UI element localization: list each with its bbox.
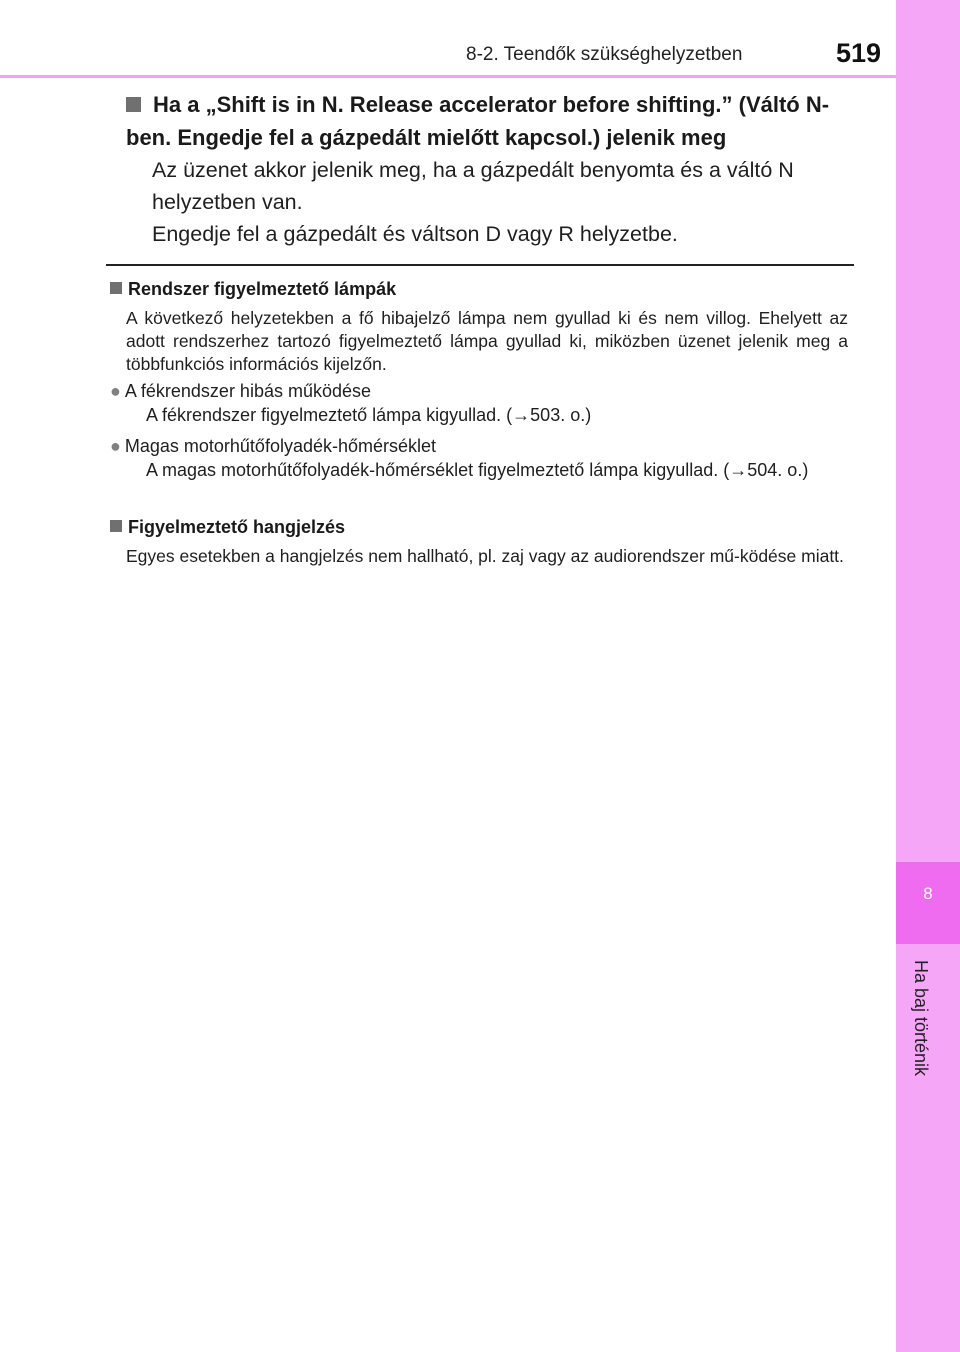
chapter-number: 8 — [923, 884, 933, 903]
message-heading-text: Ha a „Shift is in N. Release accelerator before shifting.” (Váltó N-ben. Engedje fel a gázpedált mielőtt kapcsol.) jelenik meg — [126, 92, 830, 150]
warning-lamps-heading — [110, 277, 850, 301]
list-item-title: Magas motorhűtőfolyadék-hőmérséklet — [124, 436, 437, 456]
square-bullet-icon — [110, 282, 122, 294]
chapter-label: Ha baj történik — [911, 960, 931, 1077]
list-item-desc: A fékrendszer figyelmeztető lámpa kigyullad. (→503. o.) — [146, 405, 592, 425]
circle-bullet-icon: ● — [110, 436, 121, 456]
chapter-side-tab — [896, 0, 960, 1352]
header-divider — [0, 75, 896, 78]
message-heading — [126, 88, 856, 154]
message-description — [152, 154, 852, 250]
list-item — [110, 379, 850, 403]
circle-bullet-icon: ● — [110, 381, 121, 401]
warning-buzzer-heading — [110, 515, 850, 539]
warning-buzzer-heading-text: Figyelmeztető hangjelzés — [128, 517, 346, 537]
list-item-title: A fékrendszer hibás működése — [124, 381, 372, 401]
message-description-line: Engedje fel a gázpedált és váltson D vagy R helyzetbe. — [152, 222, 678, 246]
warning-lamps-heading-text: Rendszer figyelmeztető lámpák — [128, 279, 397, 299]
page-number: 519 — [836, 38, 882, 68]
square-bullet-icon — [126, 97, 141, 112]
warning-buzzer-text: Egyes esetekben a hangjelzés nem hallható, pl. zaj vagy az audiorendszer mű-ködése miatt. — [126, 546, 844, 566]
section-title: 8-2. Teendők szükséghelyzetben — [466, 44, 743, 65]
section-divider — [106, 264, 854, 266]
list-item-desc: A magas motorhűtőfolyadék-hőmérséklet figyelmeztető lámpa kigyullad. (→504. o.) — [146, 460, 809, 480]
square-bullet-icon — [110, 520, 122, 532]
message-description-line: Az üzenet akkor jelenik meg, ha a gázpedált benyomta és a váltó N helyzetben van. — [152, 158, 794, 214]
warning-lamps-text: A következő helyzetekben a fő hibajelző lámpa nem gyullad ki és nem villog. Ehelyett az adott rendszerhez tartozó figyelmeztető lámpa gyullad ki, miközben üzenet jelenik meg a többfunkciós információs kijelzőn. — [126, 308, 848, 374]
list-item — [110, 434, 850, 458]
